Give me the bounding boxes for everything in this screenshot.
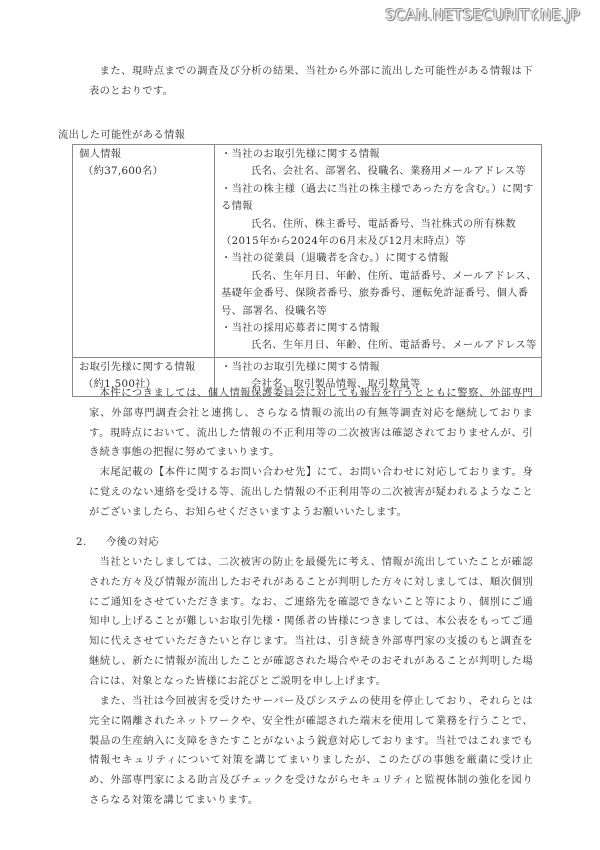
section-number: 2. [76,536,87,548]
section-paragraph: また、当社は今回被害を受けたサーバー及びシステムの使用を停止しており、それらとは完全に隔離されたネットワークや、安全性が確認された端末を使用して業務を行うことで、製品の生産納入に支障をきたすことがないよう鋭意対応しております。当社ではこれまでも情報セキュリティについて対策を講じてまいりましたが、このたびの事態を厳粛に受け止め、外部専門家による助言及びチェックを受けながらセキュリティと監視体制の強化を図りさらなる対策を講じてまいります。 [89,695,533,806]
leaked-info-table [72,144,542,397]
item-heading: ・当社の採用応募者に関する情報 [221,322,380,335]
item-detail: 会社名、取引製品情報、取引数量等 [251,378,421,391]
site-watermark: SCAN.NETSECURITY.NE.JP [385,6,580,24]
table-caption: 流出した可能性がある情報 [58,129,186,141]
category-label: 個人情報 [79,148,122,160]
body-paragraph: 末尾記載の【本件に関するお問い合わせ先】にて、お問い合わせに対応しております。身に覚えのない連絡を受ける等、流出した情報の不正利用等の二次被害が疑われるようなことがございましたら、お知らせくださいますようお願いいたします。 [89,466,533,518]
category-count: （約1,500社） [83,378,157,391]
category-count: （約37,600名） [83,165,164,178]
item-heading: ・当社の従業員（退職者を含む。）に関する情報 [221,252,449,265]
section-heading [76,533,159,548]
item-detail: 氏名、生年月日、年齢、住所、電話番号、メールアドレス、基礎年金番号、保険者番号、旅券番号、運転免許証番号、個人番号、部署名、役職名等 [221,269,537,317]
table-row-personal-info [73,145,542,358]
category-label: お取引先様に関する情報 [79,360,196,373]
item-heading: ・当社のお取引先様に関する情報 [221,360,380,373]
section-paragraph: 当社といたしましては、二次被害の防止を最優先に考え、情報が流出していたことが確認された方々及び情報が流出したおそれがあることが判明した方々に対しましては、順次個別にご通知をさせていただきます。なお、ご連絡先を確認できないこと等により、個別にご通知申し上げることが難しいお取引先様・関係者の皆様につきましては、本公表をもってご通知に代えさせていただきたいと存じます。当社は、引き続き外部専門家の支援のもと調査を継続し、新たに情報が流出したことが確認された場合やそのおそれがあることが判明した場合には、対象となった皆様にお詫びとご説明を申し上げます。 [89,556,533,687]
item-heading: ・当社の株主様（過去に当社の株主様であった方を含む。）に関する情報 [221,182,534,213]
item-detail: 氏名、会社名、部署名、役職名、業務用メールアドレス等 [251,165,527,178]
intro-paragraph: また、現時点までの調査及び分析の結果、当社から外部に流出した可能性がある情報は下表のとおりです。 [89,65,533,97]
item-heading: ・当社のお取引先様に関する情報 [221,148,380,160]
items-cell [215,145,542,358]
section-title: 今後の対応 [106,536,159,548]
category-cell [73,145,215,358]
body-paragraph: 本件につきましては、個人情報保護委員会に対しても報告を行うとともに警察、外部専門家、外部専門調査会社と連携し、さらなる情報の流出の有無等調査対応を継続しております。現時点において、流出した情報の不正利用等の二次被害は確認されておりませんが、引き続き事態の把握に努めてまいります。 [89,387,533,459]
item-detail: 氏名、住所、株主番号、電話番号、当社株式の所有株数（2015年から2024年の6月末及び12月末時点）等 [221,217,516,248]
item-detail: 氏名、生年月日、年齢、住所、電話番号、メールアドレス等 [251,339,537,352]
